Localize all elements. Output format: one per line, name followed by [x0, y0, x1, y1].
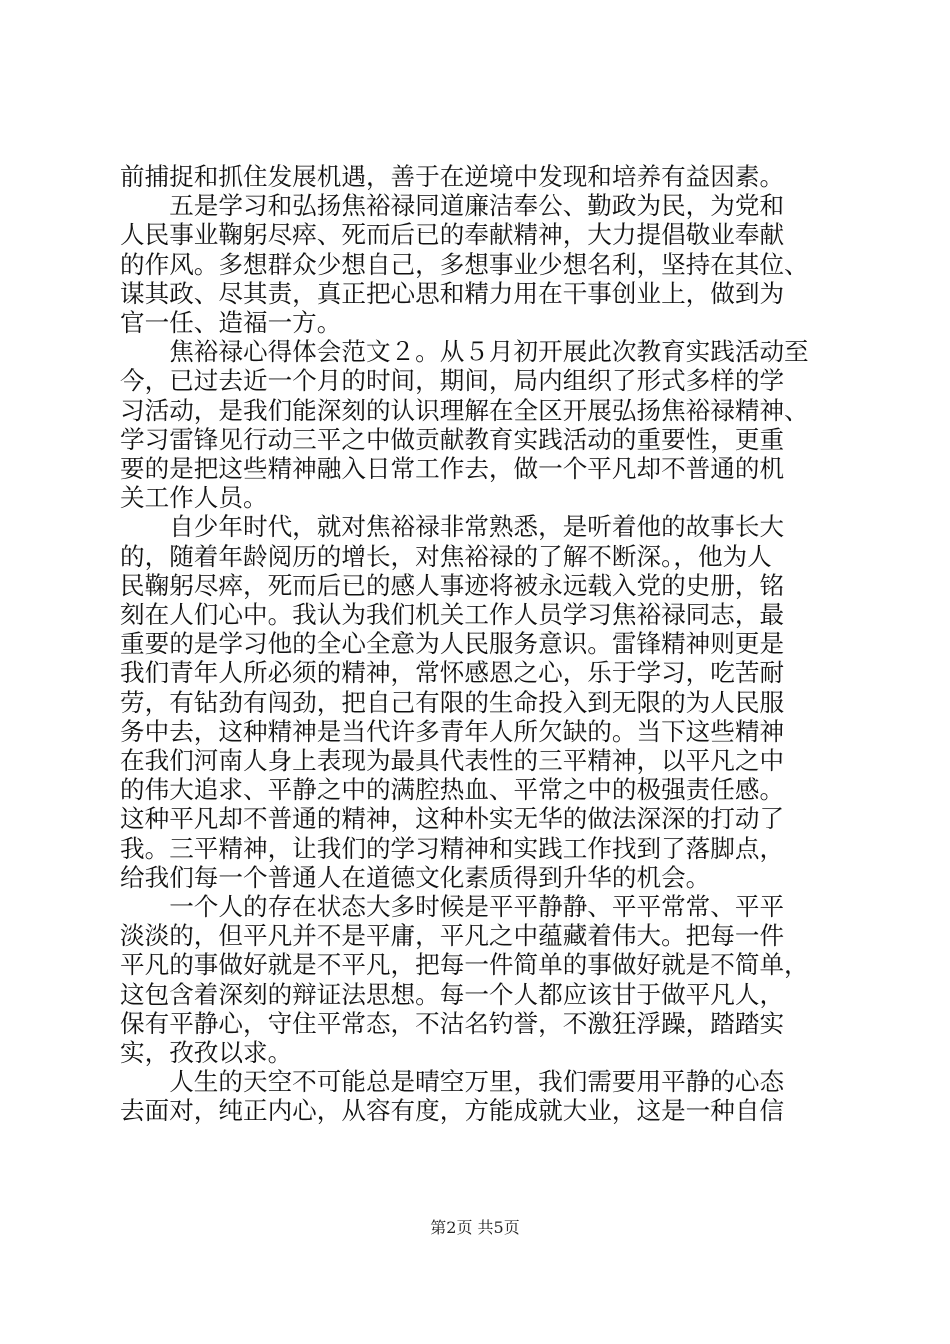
text-line: 这种平凡却不普通的精神，这种朴实无华的做法深深的打动了: [120, 804, 785, 834]
text-line: 我们青年人所必须的精神，常怀感恩之心，乐于学习，吃苦耐: [120, 658, 785, 688]
text-line: 今，已过去近一个月的时间，期间，局内组织了形式多样的学: [120, 366, 785, 396]
text-line: 的伟大追求、平静之中的满腔热血、平常之中的极强责任感。: [120, 775, 785, 805]
text-line: 刻在人们心中。我认为我们机关工作人员学习焦裕禄同志，最: [120, 600, 785, 629]
text-line: 自少年时代，就对焦裕禄非常熟悉，是听着他的故事长大: [120, 512, 785, 542]
text-line: 习活动，是我们能深刻的认识理解在全区开展弘扬焦裕禄精神、: [120, 395, 809, 425]
text-line: 民鞠躬尽瘁，死而后已的感人事迹将被永远载入党的史册，铭: [120, 570, 785, 600]
text-line: 在我们河南人身上表现为最具代表性的三平精神，以平凡之中: [120, 746, 785, 775]
text-line: 人生的天空不可能总是晴空万里，我们需要用平静的心态: [120, 1067, 785, 1097]
text-line: 谋其政、尽其责，真正把心思和精力用在干事创业上，做到为: [120, 278, 785, 308]
text-line: 要的是把这些精神融入日常工作去，做一个平凡却不普通的机: [120, 454, 785, 483]
text-line: 实，孜孜以求。: [120, 1038, 293, 1067]
text-line: 官一任、造福一方。: [120, 308, 342, 337]
text-line: 去面对，纯正内心，从容有度，方能成就大业，这是一种自信: [120, 1096, 785, 1126]
text-line: 务中去，这种精神是当代许多青年人所欠缺的。当下这些精神: [120, 716, 785, 746]
text-line: 淡淡的，但平凡并不是平庸，平凡之中蕴藏着伟大。把每一件: [120, 921, 785, 951]
text-line: 学习雷锋见行动三平之中做贡献教育实践活动的重要性，更重: [120, 424, 785, 454]
text-line: 保有平静心，守住平常态，不沽名钓誉，不激狂浮躁，踏踏实: [120, 1008, 785, 1038]
text-line: 的，随着年龄阅历的增长，对焦裕禄的了解不断深。，他为人: [120, 541, 772, 571]
text-line: 这包含着深刻的辩证法思想。每一个人都应该甘于做平凡人，: [120, 979, 785, 1009]
page-number-footer: 第2页 共5页: [430, 1218, 520, 1237]
text-line: 的作风。多想群众少想自己，多想事业少想名利，坚持在其位、: [120, 249, 809, 279]
text-line: 给我们每一个普通人在道德文化素质得到升华的机会。: [120, 862, 711, 892]
text-line: 一个人的存在状态大多时候是平平静静、平平常常、平平: [120, 892, 785, 921]
text-line: 前捕捉和抓住发展机遇，善于在逆境中发现和培养有益因素。: [120, 162, 785, 191]
text-line: 人民事业鞠躬尽瘁、死而后已的奉献精神，大力提倡敬业奉献: [120, 220, 785, 250]
text-line: 我。三平精神，让我们的学习精神和实践工作找到了落脚点，: [120, 833, 785, 863]
text-line: 重要的是学习他的全心全意为人民服务意识。雷锋精神则更是: [120, 629, 785, 659]
text-line: 五是学习和弘扬焦裕禄同道廉洁奉公、勤政为民，为党和: [120, 191, 785, 221]
text-line: 劳，有钻劲有闯劲，把自己有限的生命投入到无限的为人民服: [120, 687, 785, 717]
text-line: 关工作人员。: [120, 483, 268, 513]
text-line: 平凡的事做好就是不平凡，把每一件简单的事做好就是不简单，: [120, 950, 809, 980]
text-line: 焦裕禄心得体会范文２。从５月初开展此次教育实践活动至: [120, 337, 809, 367]
